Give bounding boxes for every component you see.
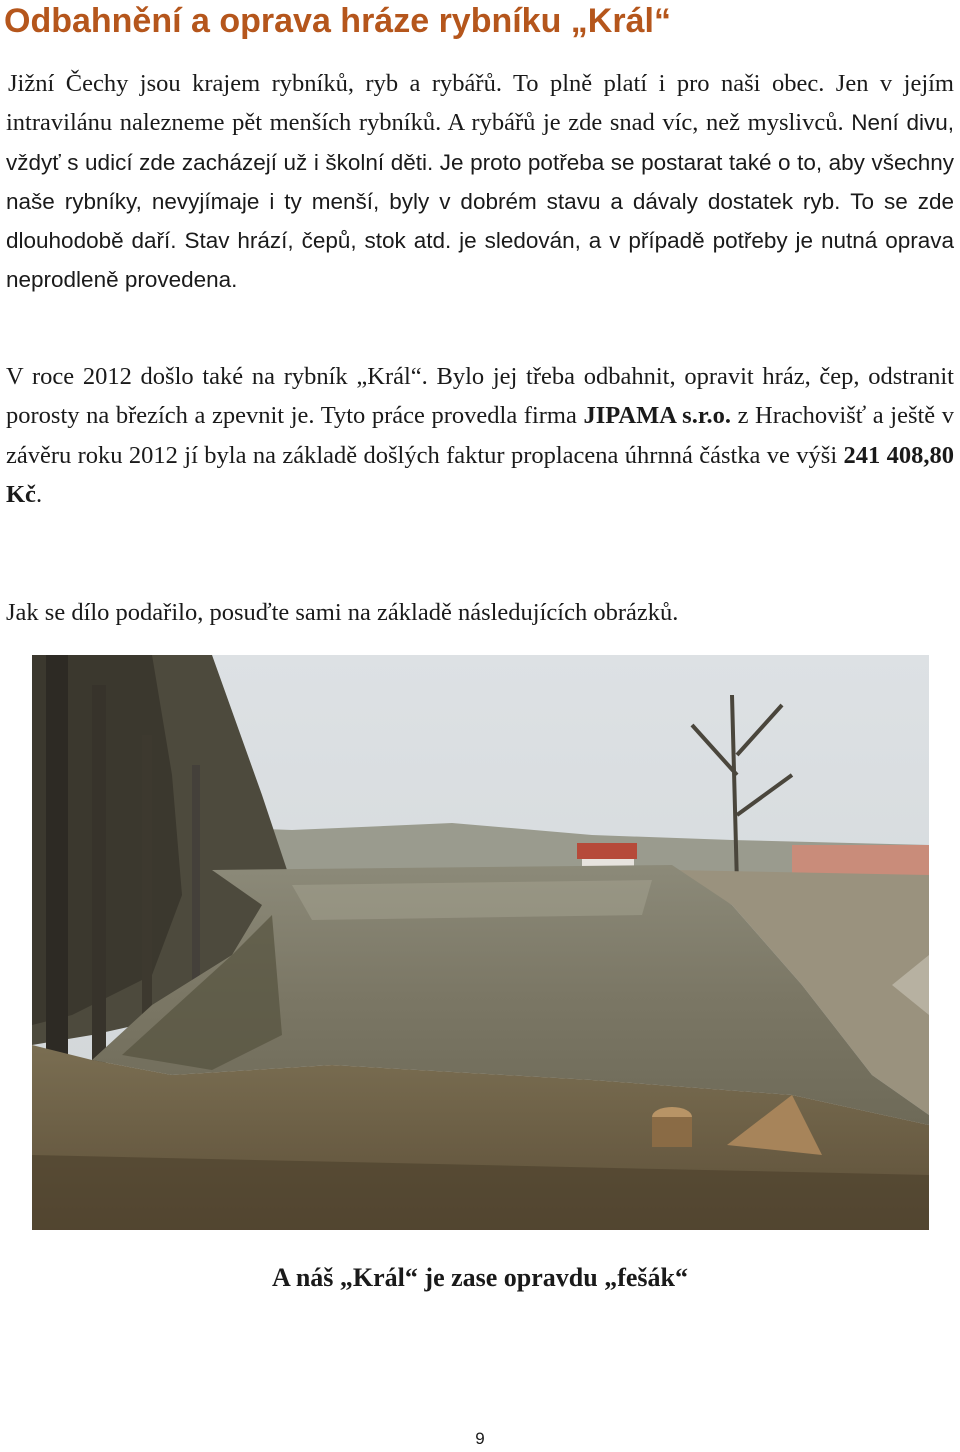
photo-caption: A náš „Král“ je zase opravdu „fešák“ [272, 1263, 688, 1292]
repair-sentence-1: V roce 2012 došlo také na rybník „Král“. Bylo jej třeba odbahnit, opravit hráz, čep, odstranit porosty na březích a zpevnit je. [6, 363, 954, 430]
repair-sentence-2: Tyto práce provedla firma [320, 402, 577, 430]
repair-end: . [35, 480, 43, 508]
photo-intro-paragraph: Jak se dílo podařilo, posuďte sami na základě následujících obrázků. [6, 599, 679, 626]
pond-photo [32, 655, 929, 1230]
page-title: Odbahnění a oprava hráze rybníku „Král“ [4, 2, 671, 40]
amount: 241 408,80 Kč [6, 441, 954, 508]
repair-paragraph [6, 357, 954, 514]
intro-paragraph [6, 64, 954, 300]
intro-sentence-2: Není divu, vždyť s udicí zde zacházejí už i školní děti. Je proto potřeba se postarat také o to, aby všechny naše rybníky, nevyjímaje i ty menší, byly v dobrém stavu a dávaly dostatek ryb. [6, 110, 954, 214]
page-number: 9 [475, 1429, 485, 1448]
intro-sentence-1: Jižní Čechy jsou krajem rybníků, ryb a rybářů. To plně platí i pro naši obec. Jen v jejím intravilánu nalezneme pět menších rybníků. A rybářů je zde snad víc, než myslivců. [6, 70, 954, 137]
company-name: JIPAMA s.r.o. [583, 402, 731, 430]
intro-sentence-3: To se zde dlouhodobě daří. Stav hrází, čepů, stok atd. je sledován, a v případě potřeby je nutná oprava neprodleně provedena. [6, 188, 955, 293]
repair-sentence-3: z Hrachovišť a ještě v závěru roku 2012 jí byla na základě došlých faktur proplacena úhrnná částka ve výši [6, 402, 955, 469]
